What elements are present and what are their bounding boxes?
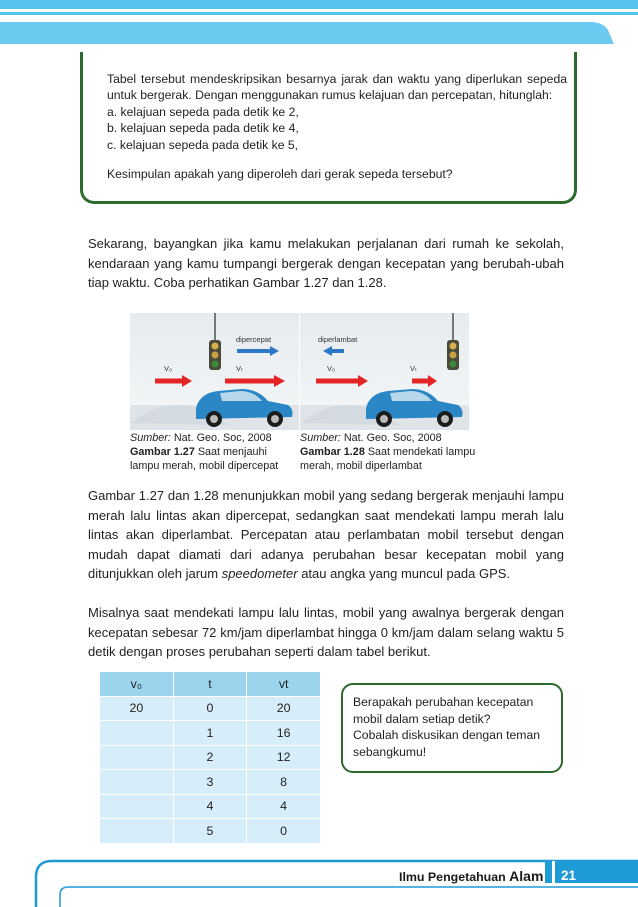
discussion-line-2: mobil dalam setiap detik?	[353, 711, 491, 726]
table-cell: 16	[247, 721, 321, 746]
footer-subject-bold: Alam	[509, 868, 544, 884]
label-diperlambat: diperlambat	[318, 335, 358, 344]
table-cell: 0	[247, 819, 321, 844]
table-header-row	[100, 672, 321, 697]
discussion-line-3: Cobalah diskusikan dengan teman	[353, 728, 541, 742]
paragraph-intro	[88, 234, 564, 293]
table-cell	[100, 819, 174, 844]
table-header-t: t	[173, 672, 247, 697]
paragraph-explanation	[88, 486, 564, 584]
table-cell: 4	[173, 794, 247, 819]
table-cell: 0	[173, 696, 247, 721]
paragraph-intro-text: Sekarang, bayangkan jika kamu melakukan perjalanan dari rumah ke sekolah, kendaraan yang kamu tumpangi bergerak dengan kecepatan yang berubah-ubah tiap waktu. Coba perhatikan Gambar 1.27 dan 1.28.	[88, 236, 564, 290]
source-prefix-right: Sumber:	[300, 432, 341, 444]
figure-1-28-image	[300, 313, 469, 430]
table-row	[100, 794, 321, 819]
table-cell	[100, 745, 174, 770]
table-cell: 20	[247, 696, 321, 721]
paragraph-explanation-after: atau angka yang muncul pada GPS.	[297, 566, 511, 581]
discussion-box	[341, 683, 563, 773]
table-cell: 8	[247, 770, 321, 795]
table-row	[100, 770, 321, 795]
table-cell: 20	[100, 696, 174, 721]
figure-1-28-caption	[300, 431, 500, 473]
table-header-vt: vt	[247, 672, 321, 697]
source-right: Nat. Geo. Soc, 2008	[343, 432, 442, 444]
source-left: Nat. Geo. Soc, 2008	[173, 432, 272, 444]
table-row	[100, 721, 321, 746]
table-cell: 3	[173, 770, 247, 795]
velocity-table	[99, 671, 321, 844]
footer-subject	[399, 868, 543, 884]
paragraph-explanation-before: Gambar 1.27 dan 1.28 menunjukkan mobil yang sedang bergerak menjauhi lampu merah lalu lintas akan dipercepat, sedangkan saat mendekati lampu merah lalu lintas akan diperlambat. Percepatan atau perlambatan mobil tersebut dengan mudah dapat diamati dari adanya perubahan besar kecepatan mobil yang ditunjukkan oleh jarum	[88, 488, 564, 581]
table-cell: 2	[173, 745, 247, 770]
table-cell	[100, 770, 174, 795]
caption-title-right: Gambar 1.28	[300, 446, 365, 458]
caption-line2-left: lampu merah, mobil dipercepat	[130, 460, 279, 472]
paragraph-example-text: Misalnya saat mendekati lampu lalu lintas, mobil yang awalnya bergerak dengan kecepatan sebesar 72 km/jam diperlambat hingga 0 km/jam dalam selang waktu 5 detik dengan proses perubahan seperti dalam tabel berikut.	[88, 605, 564, 659]
discussion-line-1: Berapakah perubahan kecepatan	[353, 695, 534, 709]
top-decorative-band	[0, 0, 638, 44]
label-v0-right: V₀	[327, 364, 336, 373]
exercise-item-c: c. kelajuan sepeda pada detik ke 5,	[107, 137, 299, 152]
table-cell	[100, 721, 174, 746]
table-row	[100, 819, 321, 844]
label-v0-left: V₀	[164, 364, 173, 373]
caption-line2-right: merah, mobil diperlambat	[300, 460, 422, 472]
caption-title-left: Gambar 1.27	[130, 446, 195, 458]
figure-1-27-caption	[130, 431, 300, 473]
table-cell: 4	[247, 794, 321, 819]
label-dipercepat: dipercepat	[236, 335, 272, 344]
paragraph-example	[88, 603, 564, 662]
table-cell: 5	[173, 819, 247, 844]
exercise-item-a: a. kelajuan sepeda pada detik ke 2,	[107, 104, 299, 119]
table-row	[100, 696, 321, 721]
table-row	[100, 745, 321, 770]
discussion-line-4: sebangkumu!	[353, 744, 427, 759]
table-header-v0: v₀	[100, 672, 174, 697]
label-vt-left: Vₜ	[236, 364, 244, 373]
exercise-item-b: b. kelajuan sepeda pada detik ke 4,	[107, 121, 299, 136]
table-cell: 1	[173, 721, 247, 746]
table-cell: 12	[247, 745, 321, 770]
exercise-intro: Tabel tersebut mendeskripsikan besarnya jarak dan waktu yang diperlukan sepeda untuk bergerak. Dengan menggunakan rumus kelajuan dan percepatan, hitunglah:	[107, 72, 567, 103]
paragraph-explanation-italic: speedometer	[221, 566, 298, 581]
footer-subject-text: Ilmu Pengetahuan	[399, 870, 506, 884]
source-prefix-left: Sumber:	[130, 432, 171, 444]
label-vt-right: Vₜ	[410, 364, 418, 373]
table-cell	[100, 794, 174, 819]
page-number: 21	[561, 868, 577, 883]
exercise-question: Kesimpulan apakah yang diperoleh dari gerak sepeda tersebut?	[107, 167, 453, 182]
figure-1-27-image	[130, 313, 299, 430]
caption-line1-left: Saat menjauhi	[197, 446, 267, 458]
exercise-text	[107, 71, 567, 182]
caption-line1-right: Saat mendekati lampu	[367, 446, 476, 458]
